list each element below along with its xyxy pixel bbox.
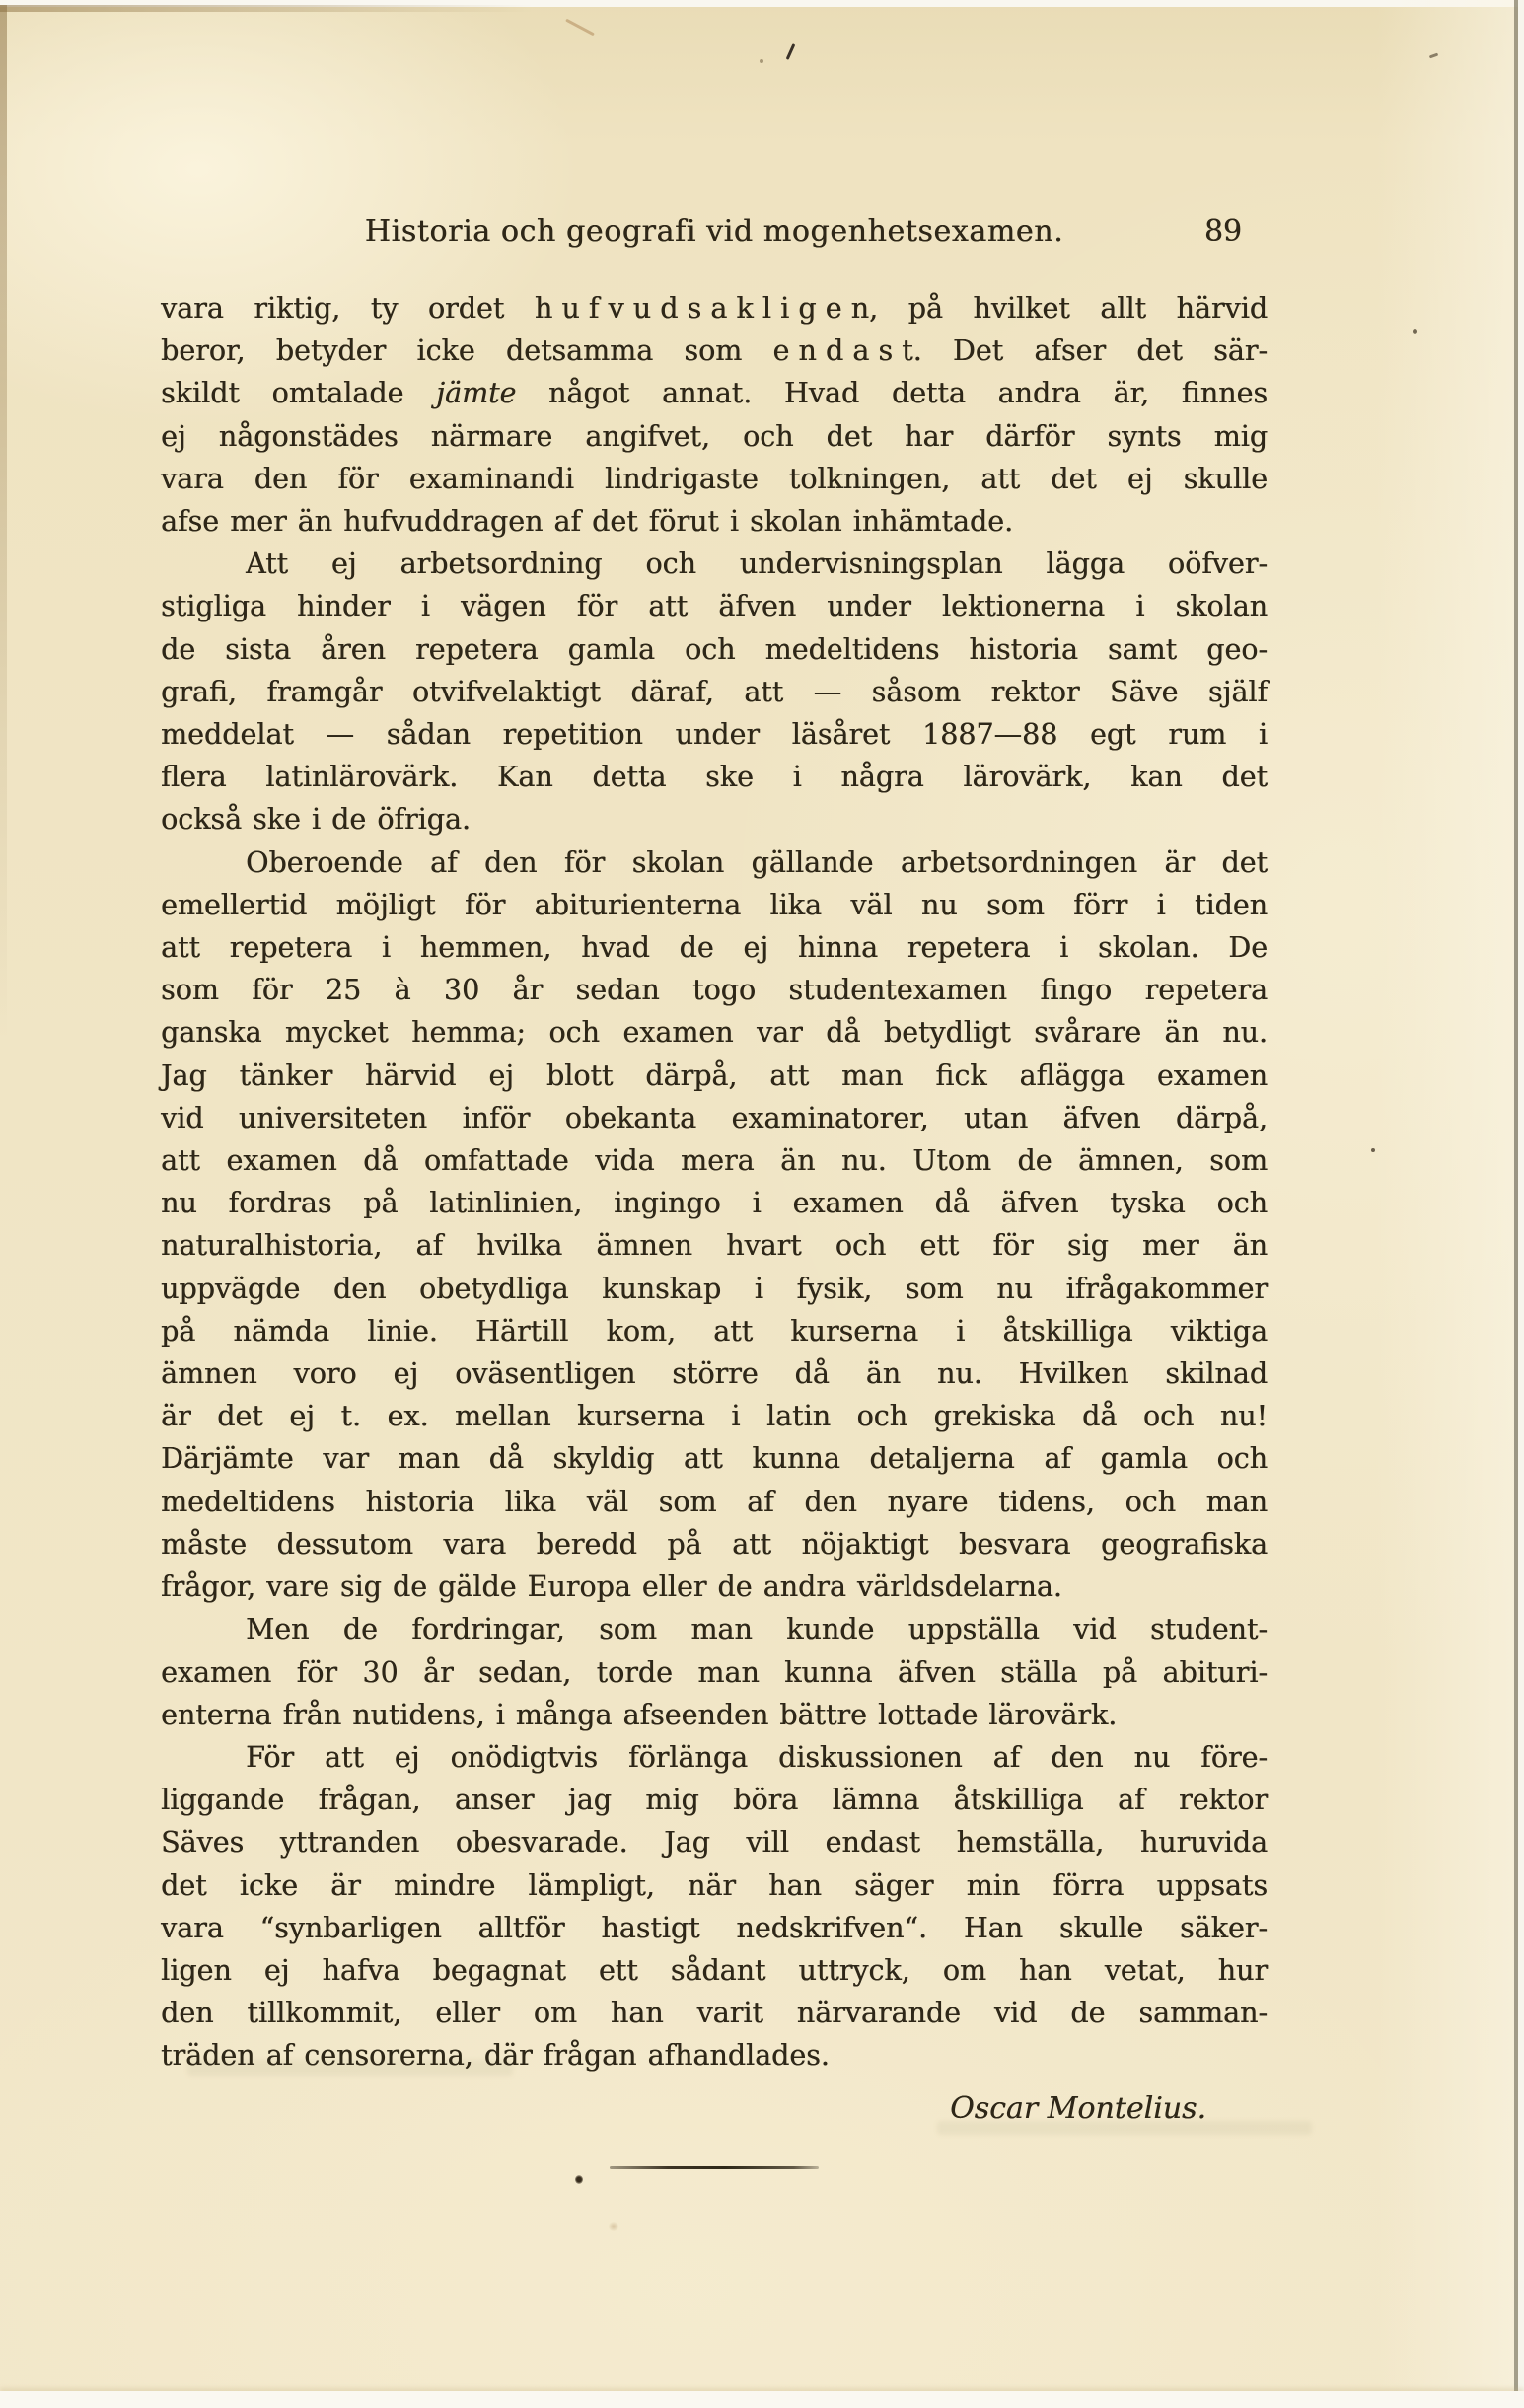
text-line [161,1949,1268,1992]
text-line [161,1523,1268,1566]
body-text [161,287,1268,2078]
section-divider [610,2166,819,2169]
scan-edge-right-strip [1518,0,1524,2408]
paragraph [161,1736,1268,2078]
text-segment: Oberoende af den för skolan gällande arbetsordningen är det [246,845,1268,879]
text-segment: är det ej t. ex. mellan kurserna i latin och grekiska då och nu! [161,1400,1268,1433]
text-segment: naturalhistoria, af hvilka ämnen hvart och ett för sig mer än [161,1229,1268,1263]
text-segment: flera latinlärovärk. Kan detta ske i några lärovärk, kan det [161,761,1268,794]
ink-speck [575,2175,583,2184]
text-segment: ej någonstädes närmare angifvet, och det har därför synts mig [161,419,1268,453]
text-segment: meddelat — sådan repetition under läsåret 1887—88 egt rum i [161,718,1268,752]
text-line [161,1310,1268,1352]
text-segment: vid universiteten inför obekanta examinatorer, utan äfven därpå, [161,1101,1268,1134]
text-line [161,798,1268,840]
ink-speck [1371,1148,1375,1152]
text-line [161,1566,1268,1608]
text-line [161,1011,1268,1054]
text-segment: liggande frågan, anser jag mig böra lämna åtskilliga af rektor [161,1784,1268,1817]
scan-edge-top-left [0,5,533,12]
text-line [161,1864,1268,1907]
text-line [161,1481,1268,1523]
scan-edge-right-fade [1376,0,1514,2408]
letterspaced-emphasis: hufvudsakligen [534,292,879,325]
text-segment: emellertid möjligt för abiturienterna lika väl nu som förr i tiden [161,888,1268,921]
text-line [161,1736,1268,1779]
text-segment: ganska mycket hemma; och examen var då betydligt svårare än nu. [161,1016,1268,1050]
text-segment: , på hvilket allt härvid [868,292,1268,325]
text-segment: de sista åren repetera gamla och medeltidens historia samt geo- [161,632,1268,666]
text-segment: enterna från nutidens, i många afseenden bättre lottade lärovärk. [161,1698,1118,1731]
text-line [161,1268,1268,1310]
text-segment: Jag tänker härvid ej blott därpå, att man fick aflägga examen [161,1058,1268,1092]
text-line [161,1395,1268,1437]
text-segment: ligen ej hafva begagnat ett sådant uttryck, om han vetat, hur [161,1953,1268,1987]
text-line [161,1779,1268,1821]
text-segment: att examen då omfattade vida mera än nu. Utom de ämnen, som [161,1144,1268,1178]
text-segment: att repetera i hemmen, hvad de ej hinna repetera i skolan. De [161,931,1268,965]
text-segment: skildt omtalade [161,377,437,410]
text-line [161,713,1268,756]
text-segment: examen för 30 år sedan, torde man kunna äfven ställa på abituri- [161,1655,1268,1689]
ink-mark [786,43,796,60]
text-line [161,1907,1268,1949]
text-line [161,1821,1268,1863]
text-line [161,1139,1268,1182]
author-signature: Oscar Montelius. [950,2090,1206,2126]
text-segment: beror, betyder icke detsamma som [161,334,773,368]
paper-stain [608,2222,619,2231]
text-segment: uppvägde den obetydliga kunskap i fysik, som nu ifrågakommer [161,1272,1268,1305]
text-segment: grafi, framgår otvifvelaktigt däraf, att — såsom rektor Säve själf [161,675,1268,708]
text-segment: den tillkommit, eller om han varit närvarande vid de samman- [161,1997,1268,2030]
text-line [161,329,1268,372]
text-segment: det icke är mindre lämpligt, när han säger min förra uppsats [161,1868,1268,1902]
text-line [161,969,1268,1011]
text-line [161,1182,1268,1224]
text-segment: träden af censorerna, där frågan afhandlades. [161,2039,830,2073]
paragraph [161,287,1268,543]
text-line [161,926,1268,969]
text-column [161,209,1268,2169]
text-segment: måste dessutom vara beredd på att nöjaktigt besvara geografiska [161,1527,1268,1561]
paper-fiber [565,19,595,36]
italic-emphasis: jämte [436,377,517,410]
text-segment: nu fordras på latinlinien, ingingo i examen då äfven tyska och [161,1187,1268,1220]
text-segment: frågor, vare sig de gälde Europa eller de andra världsdelarna. [161,1570,1062,1604]
text-segment: Men de fordringar, som man kunde uppställa vid student- [246,1613,1268,1646]
text-segment: på nämda linie. Härtill kom, att kurserna i åtskilliga viktiga [161,1314,1268,1348]
text-segment: afse mer än hufvuddragen af det förut i skolan inhämtade. [161,505,1014,539]
text-line [161,628,1268,671]
text-segment: . Det afser det sär- [912,334,1268,368]
text-line [161,1992,1268,2034]
text-line [161,1352,1268,1395]
text-line [161,585,1268,627]
text-line [161,287,1268,329]
text-line [161,415,1268,458]
text-line [161,1608,1268,1650]
text-line [161,841,1268,884]
text-line [161,1694,1268,1736]
text-line [161,1055,1268,1097]
text-segment: vara den för examinandi lindrigaste tolkningen, att det ej skulle [161,462,1268,495]
paragraph [161,543,1268,840]
text-segment: medeltidens historia lika väl som af den nyare tidens, och man [161,1485,1268,1518]
text-segment: något annat. Hvad detta andra är, finnes [516,377,1269,410]
letterspaced-emphasis: endast [772,334,922,368]
text-segment: Säves yttranden obesvarade. Jag vill endast hemställa, huruvida [161,1826,1268,1860]
paragraph [161,1608,1268,1736]
text-segment: vara “synbarligen alltför hastigt nedskrifven“. Han skulle säker- [161,1911,1268,1944]
text-line [161,372,1268,414]
text-segment: vara riktig, ty ordet [161,292,535,325]
text-segment: Att ej arbetsordning och undervisningsplan lägga oöfver- [246,547,1268,581]
scan-edge-bottom [0,2391,1524,2408]
text-line [161,2034,1268,2077]
running-title: Historia och geografi vid mogenhetsexamen. [364,214,1064,249]
text-line [161,884,1268,926]
text-line [161,1097,1268,1139]
page-header [161,209,1268,255]
text-segment: också ske i de öfriga. [161,803,471,837]
text-line [161,458,1268,500]
text-line [161,500,1268,543]
text-segment: För att ej onödigtvis förlänga diskussionen af den nu före- [246,1740,1268,1774]
ink-speck [760,59,763,63]
text-line [161,1224,1268,1267]
text-line [161,756,1268,798]
page-number: 89 [1203,214,1242,249]
paragraph [161,841,1268,1609]
text-segment: som för 25 à 30 år sedan togo studentexamen fingo repetera [161,974,1268,1007]
text-line [161,543,1268,585]
scan-edge-left [0,5,7,1041]
text-segment: stigliga hinder i vägen för att äfven under lektionerna i skolan [161,590,1268,623]
text-segment: ämnen voro ej oväsentligen större då än nu. Hvilken skilnad [161,1357,1268,1391]
text-segment: Därjämte var man då skyldig att kunna detaljerna af gamla och [161,1442,1268,1476]
text-line [161,671,1268,713]
text-line [161,1651,1268,1694]
text-line [161,1437,1268,1480]
